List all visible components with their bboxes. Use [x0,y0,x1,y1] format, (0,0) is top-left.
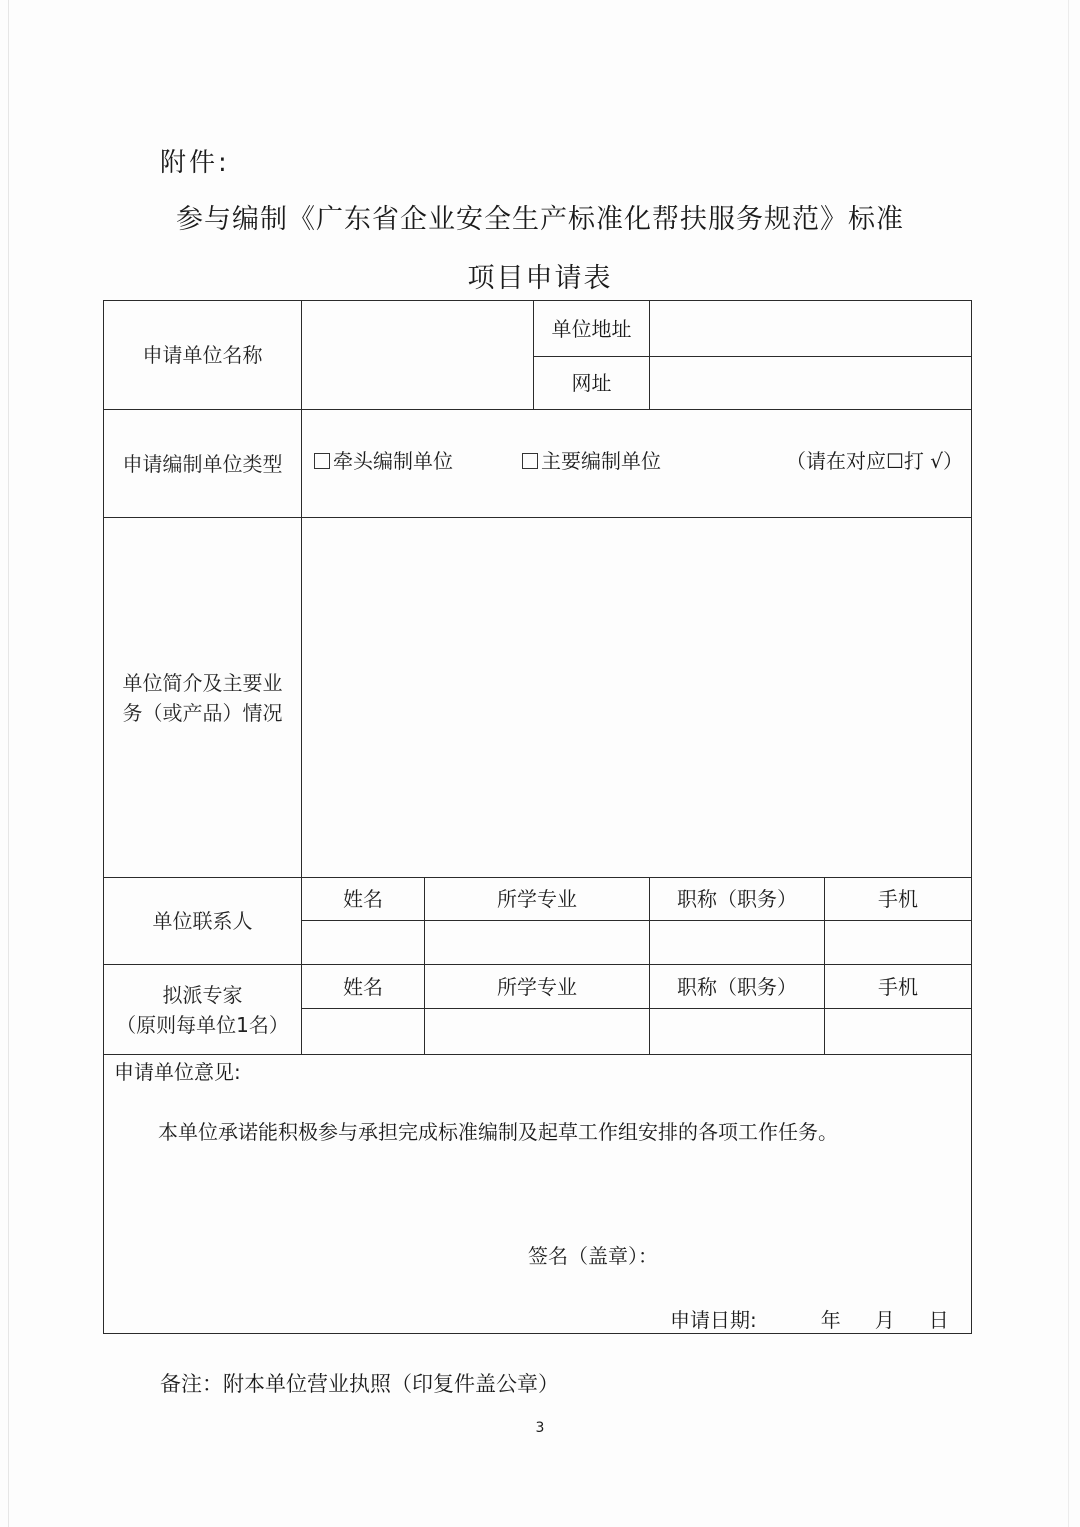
opinion-section [104,1055,972,1334]
intro-field[interactable] [302,518,972,878]
signature-label: 签名（盖章）： [528,1244,658,1268]
opinion-label: 申请单位意见: [114,1060,241,1084]
date-month: 月 [874,1308,895,1332]
expert-label [104,965,302,1055]
contact-col-title: 职称（职务） [650,878,825,921]
intro-label-line2: 务（或产品）情况 [122,700,283,725]
page-number: 3 [535,1420,545,1436]
checkbox-instruction: （请在对应☐打 √） [785,449,963,473]
contact-label: 单位联系人 [104,878,302,965]
contact-title-field[interactable] [650,921,825,965]
address-field[interactable] [650,301,972,357]
contact-col-major: 所学专业 [425,878,650,921]
expert-title-field[interactable] [650,1009,825,1055]
contact-col-phone: 手机 [825,878,972,921]
main-unit-option[interactable] [522,446,661,476]
unit-type-options [302,410,972,518]
expert-col-major: 所学专业 [425,965,650,1009]
lead-unit-option[interactable] [314,446,453,476]
document-subtitle: 项目申请表 [467,263,613,294]
expert-col-name: 姓名 [302,965,425,1009]
checkbox-icon[interactable] [314,453,330,469]
expert-major-field[interactable] [425,1009,650,1055]
checkbox-icon[interactable] [522,453,538,469]
application-date [670,1305,949,1335]
unit-name-field[interactable] [302,301,534,410]
date-day: 日 [928,1308,949,1332]
intro-label [104,518,302,878]
unit-type-label: 申请编制单位类型 [104,410,302,518]
unit-name-label: 申请单位名称 [104,301,302,410]
date-label: 申请日期: [670,1308,757,1332]
lead-unit-label: 牵头编制单位 [333,449,453,473]
application-form-table [103,300,972,1334]
contact-phone-field[interactable] [825,921,972,965]
expert-col-phone: 手机 [825,965,972,1009]
expert-col-title: 职称（职务） [650,965,825,1009]
expert-name-field[interactable] [302,1009,425,1055]
intro-label-line1: 单位简介及主要业 [122,670,283,695]
expert-label-line1: 拟派专家 [162,982,243,1007]
website-field[interactable] [650,357,972,410]
website-label: 网址 [534,357,650,410]
main-unit-label: 主要编制单位 [541,449,661,473]
contact-major-field[interactable] [425,921,650,965]
contact-col-name: 姓名 [302,878,425,921]
attachment-label: 附件: [160,148,230,178]
remark-note: 备注：附本单位营业执照（印复件盖公章） [160,1372,559,1396]
date-year: 年 [820,1308,841,1332]
expert-phone-field[interactable] [825,1009,972,1055]
opinion-text: 本单位承诺能积极参与承担完成标准编制及起草工作组安排的各项工作任务。 [158,1120,838,1144]
contact-name-field[interactable] [302,921,425,965]
document-title: 参与编制《广东省企业安全生产标准化帮扶服务规范》标准 [176,204,904,235]
expert-label-line2: （原则每单位1名） [116,1012,289,1037]
address-label: 单位地址 [534,301,650,357]
